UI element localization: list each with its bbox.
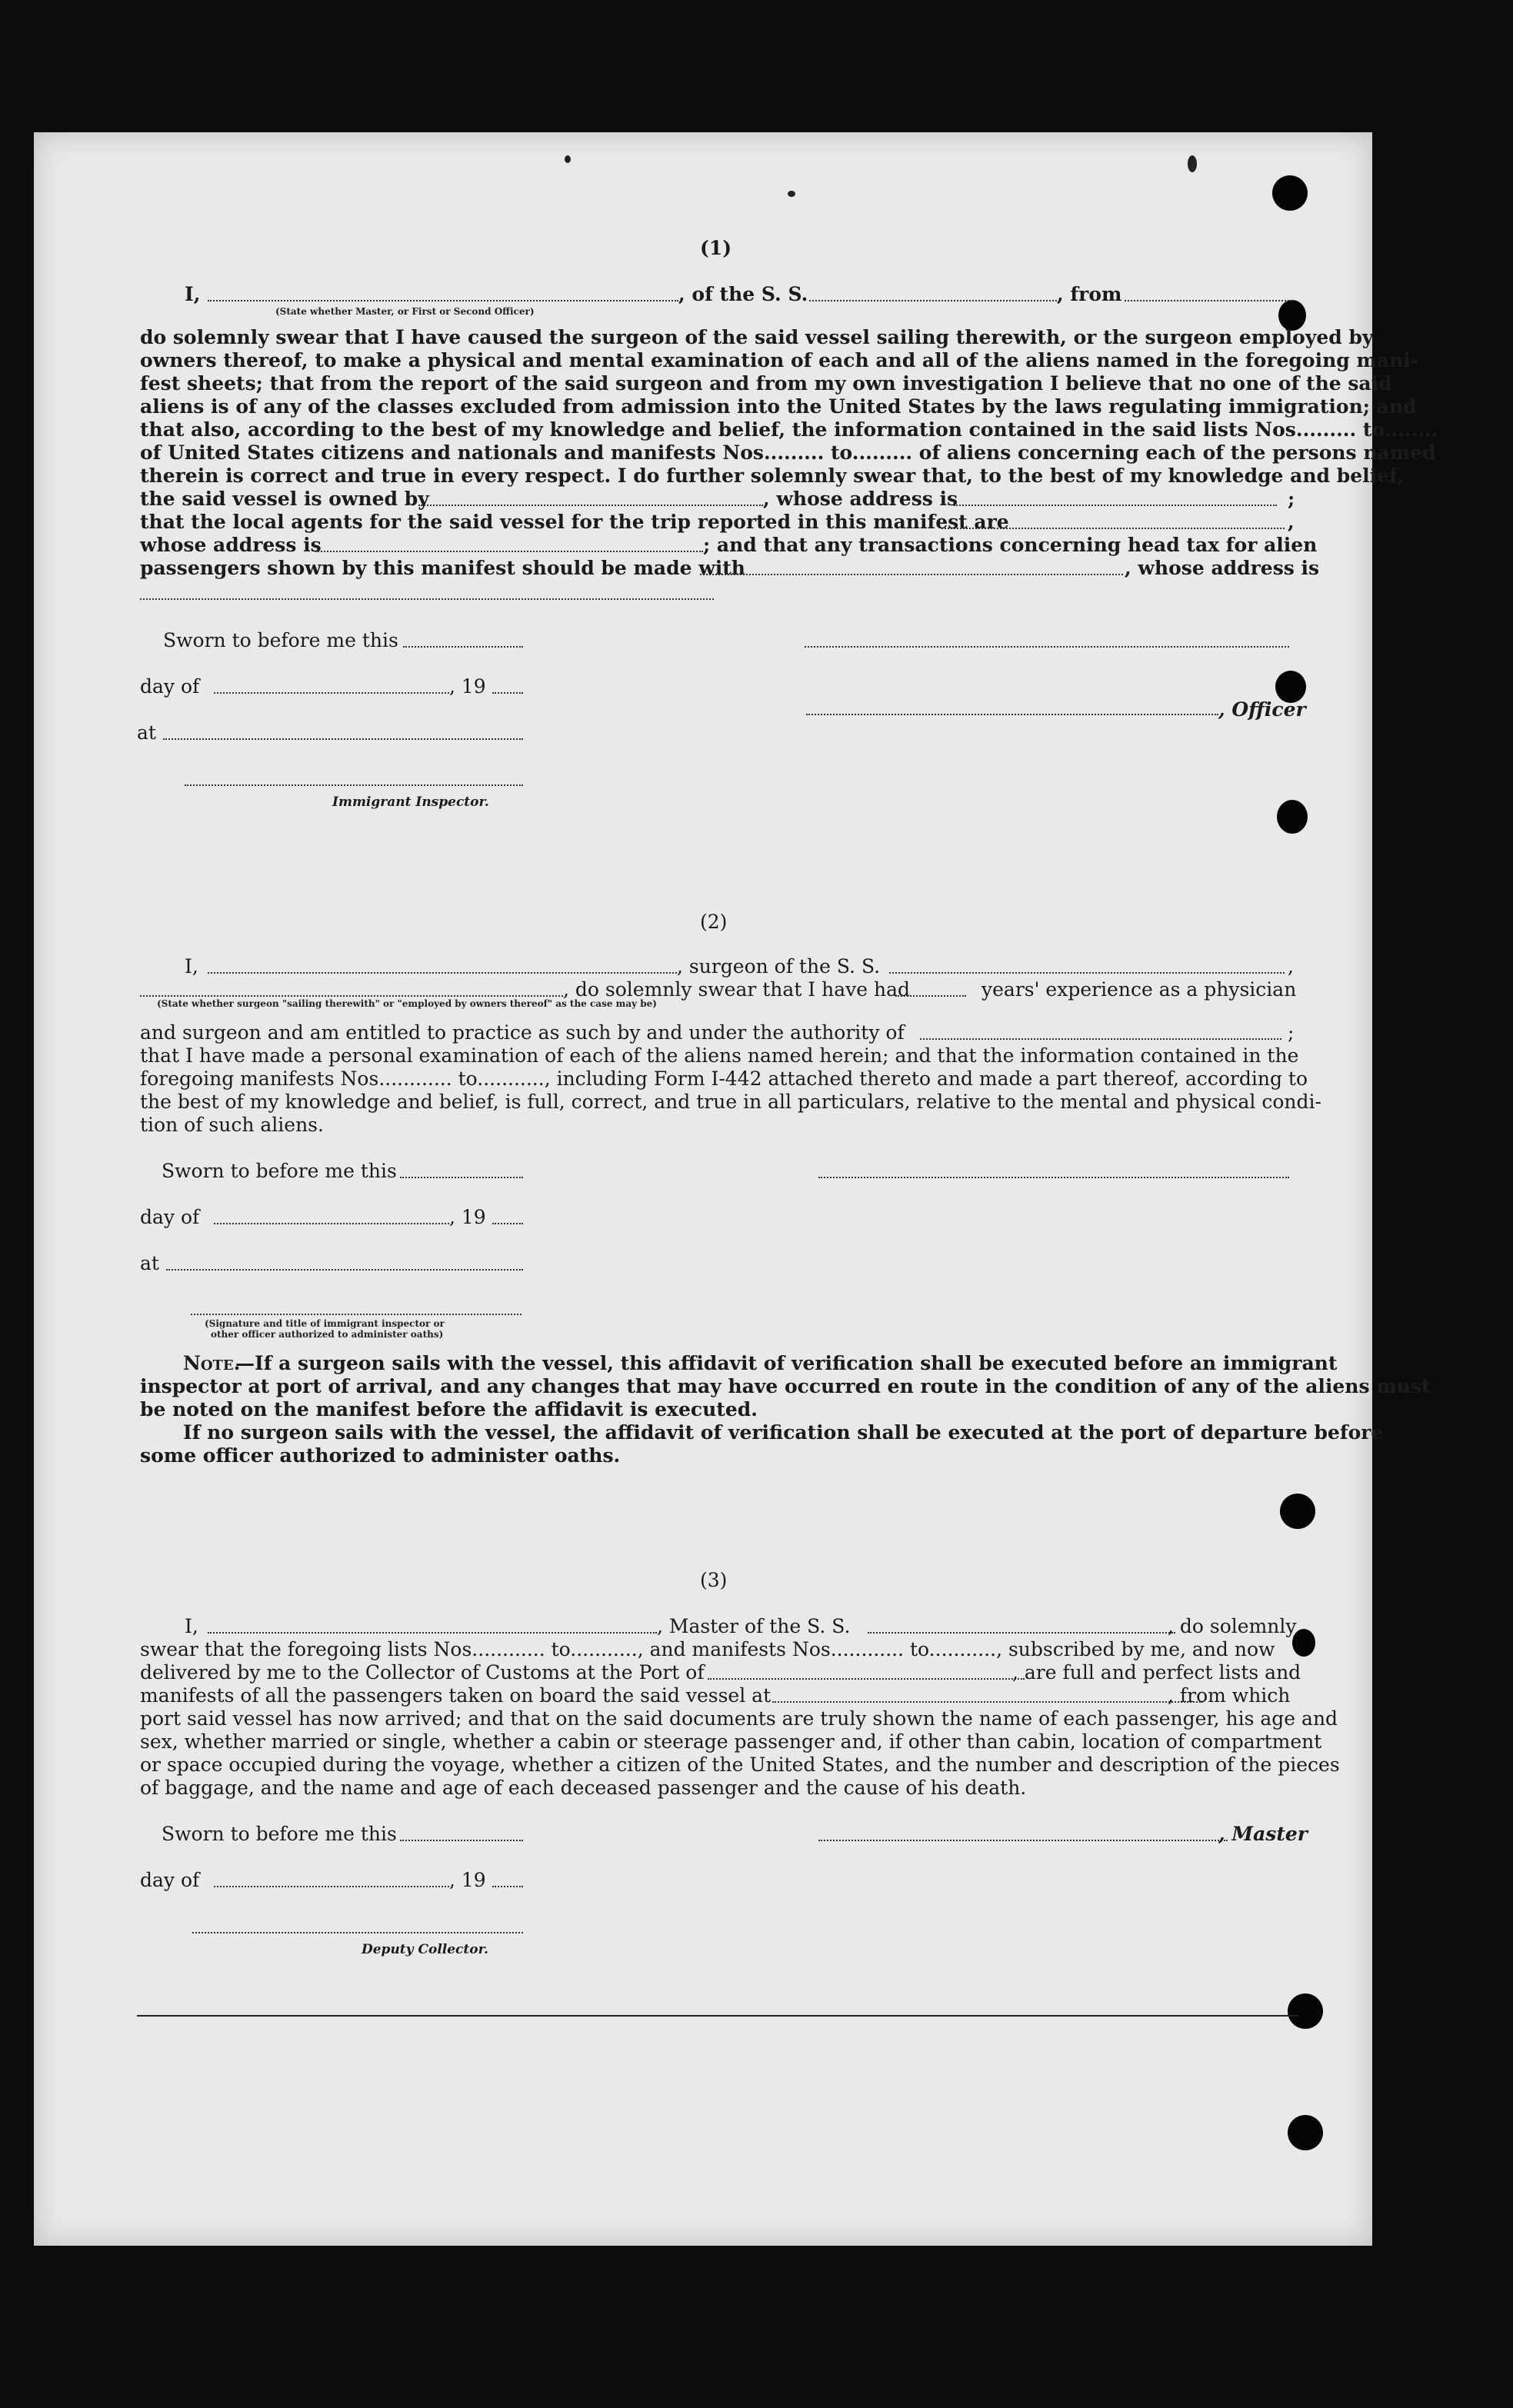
s1-of-ss: , of the S. S. [678, 283, 808, 305]
s3-i: I, [185, 1615, 198, 1637]
s1-day-of: day of [140, 675, 200, 698]
s2-note2-line: some officer authorized to administer oaths. [140, 1444, 621, 1467]
s3-master-sig-line [818, 1840, 1228, 1841]
s1-officer-line [806, 714, 1218, 715]
s2-day-of: day of [140, 1206, 200, 1228]
s1-agents-line [941, 528, 1285, 529]
s2-surgeon-sig-line [818, 1177, 1289, 1178]
s2-text-line: foregoing manifests Nos............ to..........., including Form I-442 attached thereto and made a part thereof, according to [140, 1067, 1308, 1090]
s1-final-address-line [140, 598, 714, 600]
section-3-number: (3) [700, 1569, 728, 1591]
s2-comma: , [1288, 955, 1294, 978]
s2-name-line [208, 972, 677, 974]
s2-at-line [166, 1269, 523, 1271]
s1-head-tax: ; and that any transactions concerning head tax for alien [703, 534, 1318, 556]
s3-ship-line [868, 1632, 1175, 1634]
s1-ship-line [809, 300, 1057, 301]
s3-text-line: manifests of all the passengers taken on board the said vessel at [140, 1684, 771, 1707]
s2-years-line [895, 995, 966, 997]
s3-do-solemnly: , do solemnly [1168, 1615, 1297, 1637]
punch-hole [1272, 175, 1308, 211]
s3-text-line: sex, whether married or single, whether a cabin or steerage passenger and, if other than cabin, location of compartment [140, 1730, 1322, 1753]
s1-day-line [214, 692, 449, 694]
s2-at: at [140, 1252, 159, 1274]
s2-text-line: that I have made a personal examination of each of the aliens named herein; and that the information contained in the [140, 1044, 1299, 1067]
s1-sworn: Sworn to before me this [163, 629, 398, 651]
s1-at-line [163, 738, 523, 740]
s2-note-line: be noted on the manifest before the affidavit is executed. [140, 1398, 758, 1420]
s2-note2-line: If no surgeon sails with the vessel, the affidavit of verification shall be executed at the port of departure before [183, 1421, 1384, 1444]
s1-whose-address-end: , whose address is [1125, 557, 1320, 579]
punch-hole [1280, 1494, 1315, 1529]
s1-inspector: Immigrant Inspector. [332, 794, 489, 810]
bottom-rule [137, 2015, 1298, 2017]
s1-from: , from [1057, 283, 1122, 305]
s1-text-line: that also, according to the best of my knowledge and belief, the information contained in the said lists Nos......... to........ [140, 418, 1438, 441]
s1-owned-by: the said vessel is owned by [140, 488, 429, 510]
s2-year-line [492, 1223, 523, 1224]
s3-full-perfect: , are full and perfect lists and [1012, 1661, 1301, 1684]
s3-name-line [208, 1632, 657, 1634]
s1-officer-sig-line [805, 646, 1289, 648]
s3-text-line: or space occupied during the voyage, whether a citizen of the United States, and the number and description of the pieces [140, 1754, 1340, 1776]
s1-year-line [492, 692, 523, 694]
s2-text-line: the best of my knowledge and belief, is full, correct, and true in all particulars, relative to the mental and physical condi- [140, 1091, 1321, 1113]
s2-text-line: tion of such aliens. [140, 1114, 324, 1136]
s3-year: , 19 [449, 1869, 486, 1891]
s3-port-line [708, 1678, 1025, 1680]
s3-from-which: , from which [1168, 1684, 1291, 1707]
s1-text-line: do solemnly swear that I have caused the surgeon of the said vessel sailing therewith, or the surgeon employed by [140, 326, 1374, 348]
s3-sworn: Sworn to before me this [162, 1823, 397, 1845]
s3-day-of: day of [140, 1869, 200, 1891]
s2-sworn: Sworn to before me this [162, 1160, 397, 1182]
s2-authority-line [920, 1038, 1281, 1040]
s1-local-agents: that the local agents for the said vessel for the trip reported in this manifest are [140, 511, 1009, 533]
s3-master-of: , Master of the S. S. [657, 1615, 851, 1637]
s2-year: , 19 [449, 1206, 486, 1228]
s2-day-line [214, 1223, 449, 1224]
s1-at: at [137, 721, 156, 744]
s2-sig-caption-2: other officer authorized to administer oaths) [211, 1329, 444, 1340]
s1-text-line: fest sheets; that from the report of the said surgeon and from my own investigation I believe that no one of the said [140, 372, 1392, 395]
s3-master: , Master [1218, 1823, 1308, 1845]
s1-name-line [208, 300, 678, 301]
s2-do-solemnly: , do solemnly swear that I have had [563, 978, 911, 1001]
s1-sworn-line [403, 646, 523, 648]
s3-day-line [214, 1886, 449, 1887]
s1-from-line [1125, 300, 1292, 301]
s3-text-line: of baggage, and the name and age of each deceased passenger and the cause of his death. [140, 1777, 1027, 1799]
s1-officer-caption: (State whether Master, or First or Second Officer) [275, 306, 535, 317]
punch-hole [1288, 2115, 1323, 2150]
punch-hole [1288, 1993, 1323, 2029]
s1-comma: , [1288, 511, 1295, 533]
s1-owner-line [418, 505, 763, 506]
s3-collector: Deputy Collector. [362, 1942, 488, 1957]
s2-note-label: Note. [183, 1352, 241, 1374]
s1-headtax-agent-line [700, 574, 1123, 575]
s3-sworn-line [400, 1840, 523, 1841]
s3-collector-line [192, 1932, 523, 1933]
s2-years: years' experience as a physician [981, 978, 1297, 1001]
s1-whose-address-is: whose address is [140, 534, 322, 556]
s1-text-line: owners thereof, to make a physical and mental examination of each and all of the aliens named in the foregoing mani- [140, 349, 1419, 371]
s2-ship-line [889, 972, 1285, 974]
s2-sworn-line [400, 1177, 523, 1178]
s2-i: I, [185, 955, 198, 978]
s1-passengers: passengers shown by this manifest should be made with [140, 557, 745, 579]
ink-speck [788, 191, 795, 197]
section-1-number: (1) [700, 237, 732, 259]
punch-hole [1277, 800, 1308, 834]
s1-semicolon: ; [1288, 488, 1295, 510]
s1-i: I, [185, 283, 201, 305]
s2-type-line [140, 995, 563, 997]
s1-text-line: of United States citizens and nationals and manifests Nos......... to......... of aliens concerning each of the persons named [140, 441, 1436, 464]
s2-surgeon: , surgeon of the S. S. [677, 955, 881, 978]
s1-address-line [954, 505, 1277, 506]
s1-officer: , Officer [1218, 698, 1306, 721]
s1-year: , 19 [449, 675, 486, 698]
s3-text-line: port said vessel has now arrived; and that on the said documents are truly shown the name of each passenger, his age and [140, 1707, 1338, 1730]
s1-text-line: therein is correct and true in every respect. I do further solemnly swear that, to the best of my knowledge and belief, [140, 465, 1404, 487]
ink-speck [565, 155, 571, 163]
s2-caption: (State whether surgeon "sailing therewith" or "employed by owners thereof" as the case may be) [157, 998, 657, 1009]
s3-text-line: delivered by me to the Collector of Customs at the Port of [140, 1661, 705, 1684]
s3-text-line: swear that the foregoing lists Nos............ to..........., and manifests Nos............ to..........., subscribed by me, and now [140, 1638, 1275, 1660]
s2-sig-caption-1: (Signature and title of immigrant inspector or [205, 1318, 445, 1329]
section-2-number: (2) [700, 911, 728, 933]
s1-agents-address-line [315, 551, 703, 552]
ink-speck [1188, 155, 1197, 172]
s1-whose-address: , whose address is [763, 488, 958, 510]
s2-note-line: —If a surgeon sails with the vessel, this affidavit of verification shall be executed before an immigrant [235, 1352, 1338, 1374]
s1-inspector-line [185, 784, 523, 786]
s2-text-line: and surgeon and am entitled to practice as such by and under the authority of [140, 1021, 905, 1044]
s3-boarding-line [772, 1701, 1203, 1703]
document-page [34, 132, 1438, 2246]
s2-semicolon: ; [1288, 1021, 1295, 1044]
s2-inspector-line [191, 1314, 522, 1315]
s3-year-line [492, 1886, 523, 1887]
s1-text-line: aliens is of any of the classes excluded from admission into the United States by the laws regulating immigration; and [140, 395, 1417, 418]
s2-note-line: inspector at port of arrival, and any changes that may have occurred en route in the condition of any of the aliens must [140, 1375, 1431, 1397]
